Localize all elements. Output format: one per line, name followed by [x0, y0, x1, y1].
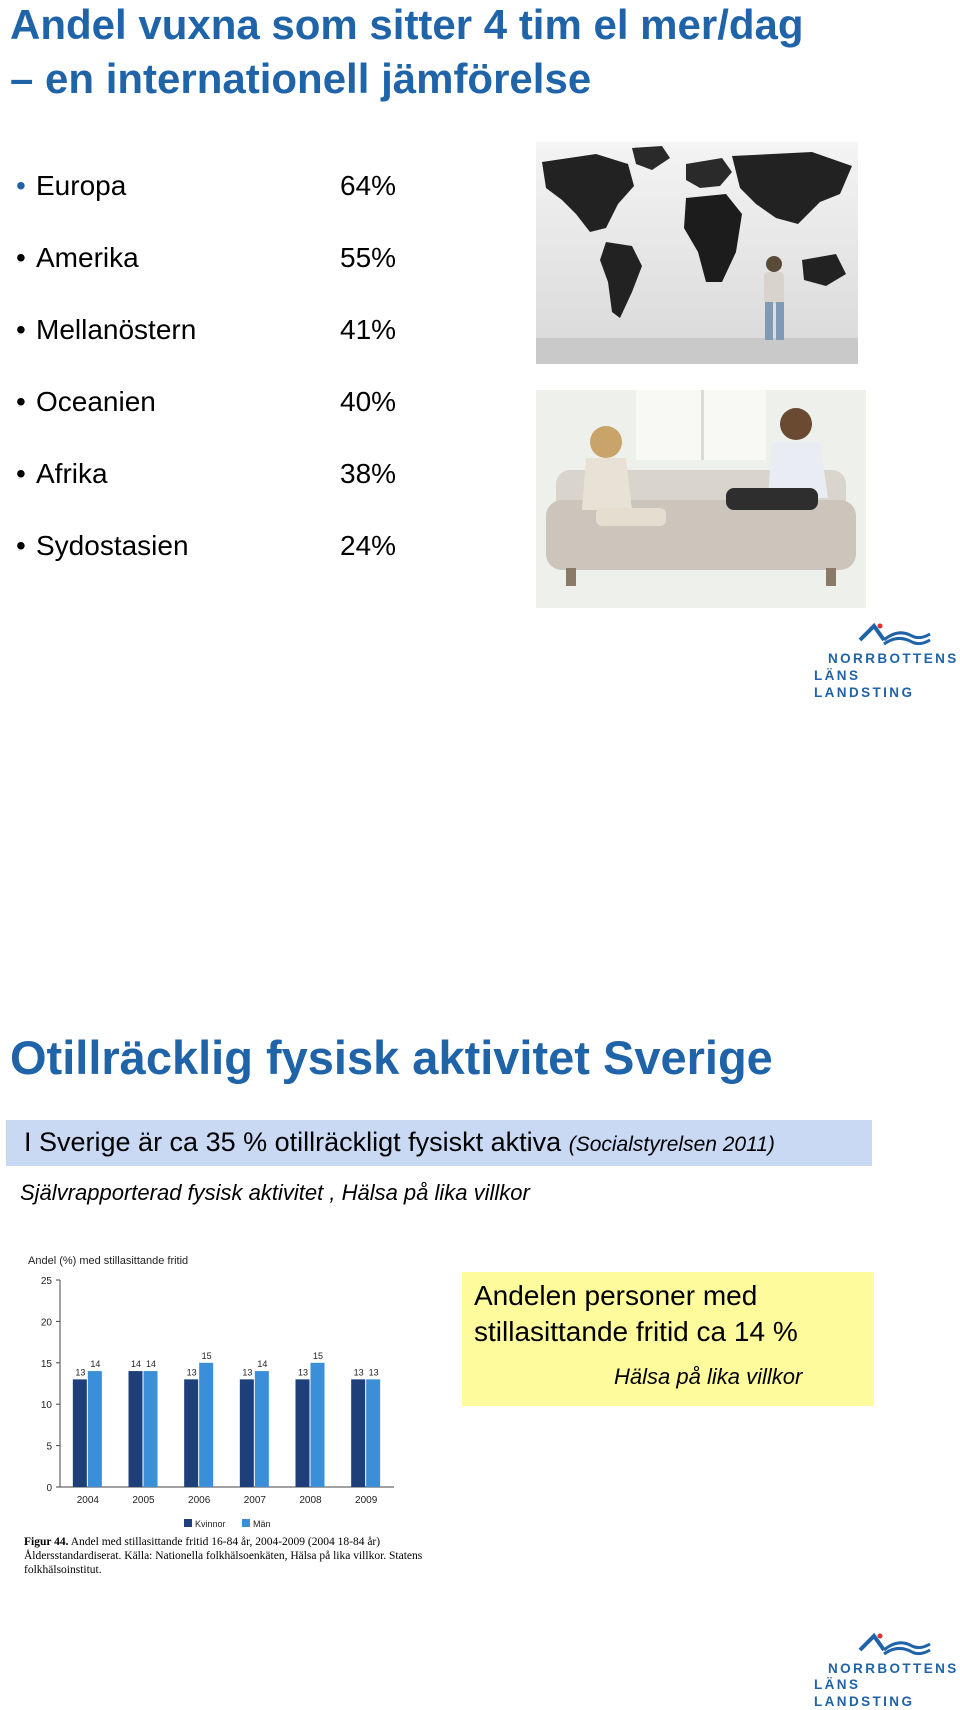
bullet-icon: •: [16, 458, 26, 489]
x-tick-label: 2004: [76, 1495, 99, 1506]
bar-data-label: 14: [145, 1359, 157, 1370]
bar: [199, 1363, 213, 1487]
y-tick-label: 10: [40, 1400, 52, 1412]
region-value: 41%: [340, 314, 397, 345]
bar: [311, 1363, 325, 1487]
couple-on-sofa-image: [536, 390, 866, 608]
bar-data-label: 14: [257, 1359, 268, 1370]
bar-data-label: 13: [368, 1367, 379, 1378]
bar: [366, 1379, 380, 1487]
logo-waves-icon: [854, 1632, 934, 1656]
title-line-1: Andel vuxna som sitter 4 tim el mer/dag: [10, 1, 804, 48]
y-tick-label: 5: [46, 1441, 52, 1453]
highlight-source: (Socialstyrelsen 2011): [568, 1133, 775, 1156]
slide-1-title: [10, 0, 950, 106]
bullet-icon: •: [16, 170, 26, 201]
logo-text-line-2: LÄNS LANDSTING: [814, 1677, 915, 1709]
x-tick-label: 2006: [188, 1495, 211, 1506]
bar-data-label: 15: [312, 1350, 324, 1361]
summary-line-1: Andelen personer med: [474, 1280, 758, 1311]
bar-data-label: 14: [90, 1359, 101, 1370]
highlight-text: I Sverige är ca 35 % otillräckligt fysiskt aktiva: [24, 1127, 569, 1157]
bullet-icon: •: [16, 314, 26, 345]
bar: [129, 1371, 143, 1487]
y-tick-label: 0: [46, 1483, 52, 1494]
bar-chart: [24, 1252, 444, 1542]
legend-swatch: [184, 1519, 192, 1527]
chart-title: Andel (%) med stillasittande fritid: [28, 1255, 189, 1267]
logo-waves-icon: [854, 622, 934, 646]
bar: [351, 1379, 365, 1487]
list-item: [16, 448, 416, 520]
bullet-icon: •: [16, 242, 26, 273]
bar: [240, 1379, 254, 1487]
bar-data-label: 15: [201, 1350, 212, 1361]
figure-caption-line-1: Andel med stillasittande fritid 16-84 år, 2004-2009 (2004 18-84 år): [68, 1536, 381, 1548]
highlight-bar: [6, 1120, 872, 1166]
list-item: [16, 232, 416, 304]
bar: [144, 1371, 158, 1487]
bullet-icon: •: [16, 530, 26, 561]
bar-data-label: 14: [130, 1359, 142, 1370]
list-item: [16, 304, 416, 376]
logo-text-line-1: NORRBOTTENS: [828, 651, 959, 666]
x-tick-label: 2008: [299, 1495, 322, 1506]
region-label: Afrika: [36, 458, 108, 489]
region-value: 24%: [340, 530, 397, 561]
summary-source: Hälsa på lika villkor: [614, 1364, 803, 1389]
legend-swatch: [242, 1519, 250, 1527]
bar-data-label: 13: [186, 1367, 197, 1378]
figure-caption-label: Figur 44.: [24, 1536, 69, 1548]
list-item: [16, 376, 416, 448]
region-value: 38%: [340, 458, 397, 489]
bar: [296, 1379, 310, 1487]
couch-photo: [536, 390, 866, 608]
region-list: [16, 160, 416, 592]
title-line-2: – en internationell jämförelse: [10, 55, 592, 102]
y-tick-label: 15: [40, 1358, 52, 1370]
x-tick-label: 2005: [132, 1495, 155, 1506]
norrbottens-logo: [814, 1632, 959, 1709]
logo-text-line-2: LÄNS LANDSTING: [814, 668, 915, 700]
bullet-icon: •: [16, 386, 26, 417]
region-value: 55%: [340, 242, 397, 273]
world-map-image: [536, 142, 858, 364]
norrbottens-logo: [814, 622, 959, 700]
region-label: Mellanöstern: [36, 314, 197, 345]
bar: [73, 1379, 87, 1487]
x-tick-label: 2007: [243, 1495, 266, 1506]
x-tick-label: 2009: [355, 1495, 378, 1506]
legend-label: Män: [253, 1519, 271, 1529]
figure-caption-line-2: Åldersstandardiserat. Källa: Nationella folkhälsoenkäten, Hälsa på lika villkor. Statens: [24, 1550, 423, 1562]
logo-text-line-1: NORRBOTTENS: [828, 1661, 959, 1676]
slide-1: [0, 0, 960, 700]
summary-line-2: stillasittande fritid ca 14 %: [474, 1316, 798, 1347]
region-label: Oceanien: [36, 386, 156, 417]
region-value: 40%: [340, 386, 397, 417]
list-item: [16, 520, 416, 592]
summary-box: [462, 1272, 874, 1406]
region-value: 64%: [340, 170, 397, 201]
slide-2-title: Otillräcklig fysisk aktivitet Sverige: [10, 1031, 773, 1084]
region-label: Amerika: [36, 242, 139, 273]
bar: [255, 1371, 269, 1487]
world-map-photo: [536, 142, 858, 364]
bar: [88, 1371, 102, 1487]
bar: [184, 1379, 198, 1487]
slide-2: [0, 1010, 960, 1709]
figure-caption-line-3: folkhälsoinstitut.: [24, 1564, 102, 1576]
list-item: [16, 160, 416, 232]
subline: Självrapporterad fysisk aktivitet , Hälsa på lika villkor: [20, 1180, 530, 1205]
bar-data-label: 13: [75, 1367, 86, 1378]
y-tick-label: 20: [40, 1317, 52, 1329]
figure-caption: [24, 1535, 474, 1577]
bar-data-label: 13: [242, 1367, 253, 1378]
legend-label: Kvinnor: [195, 1519, 226, 1529]
bar-data-label: 13: [353, 1367, 364, 1378]
y-tick-label: 25: [40, 1276, 52, 1287]
region-label: Sydostasien: [36, 530, 189, 561]
region-label: Europa: [36, 170, 127, 201]
bar-data-label: 13: [297, 1367, 309, 1378]
